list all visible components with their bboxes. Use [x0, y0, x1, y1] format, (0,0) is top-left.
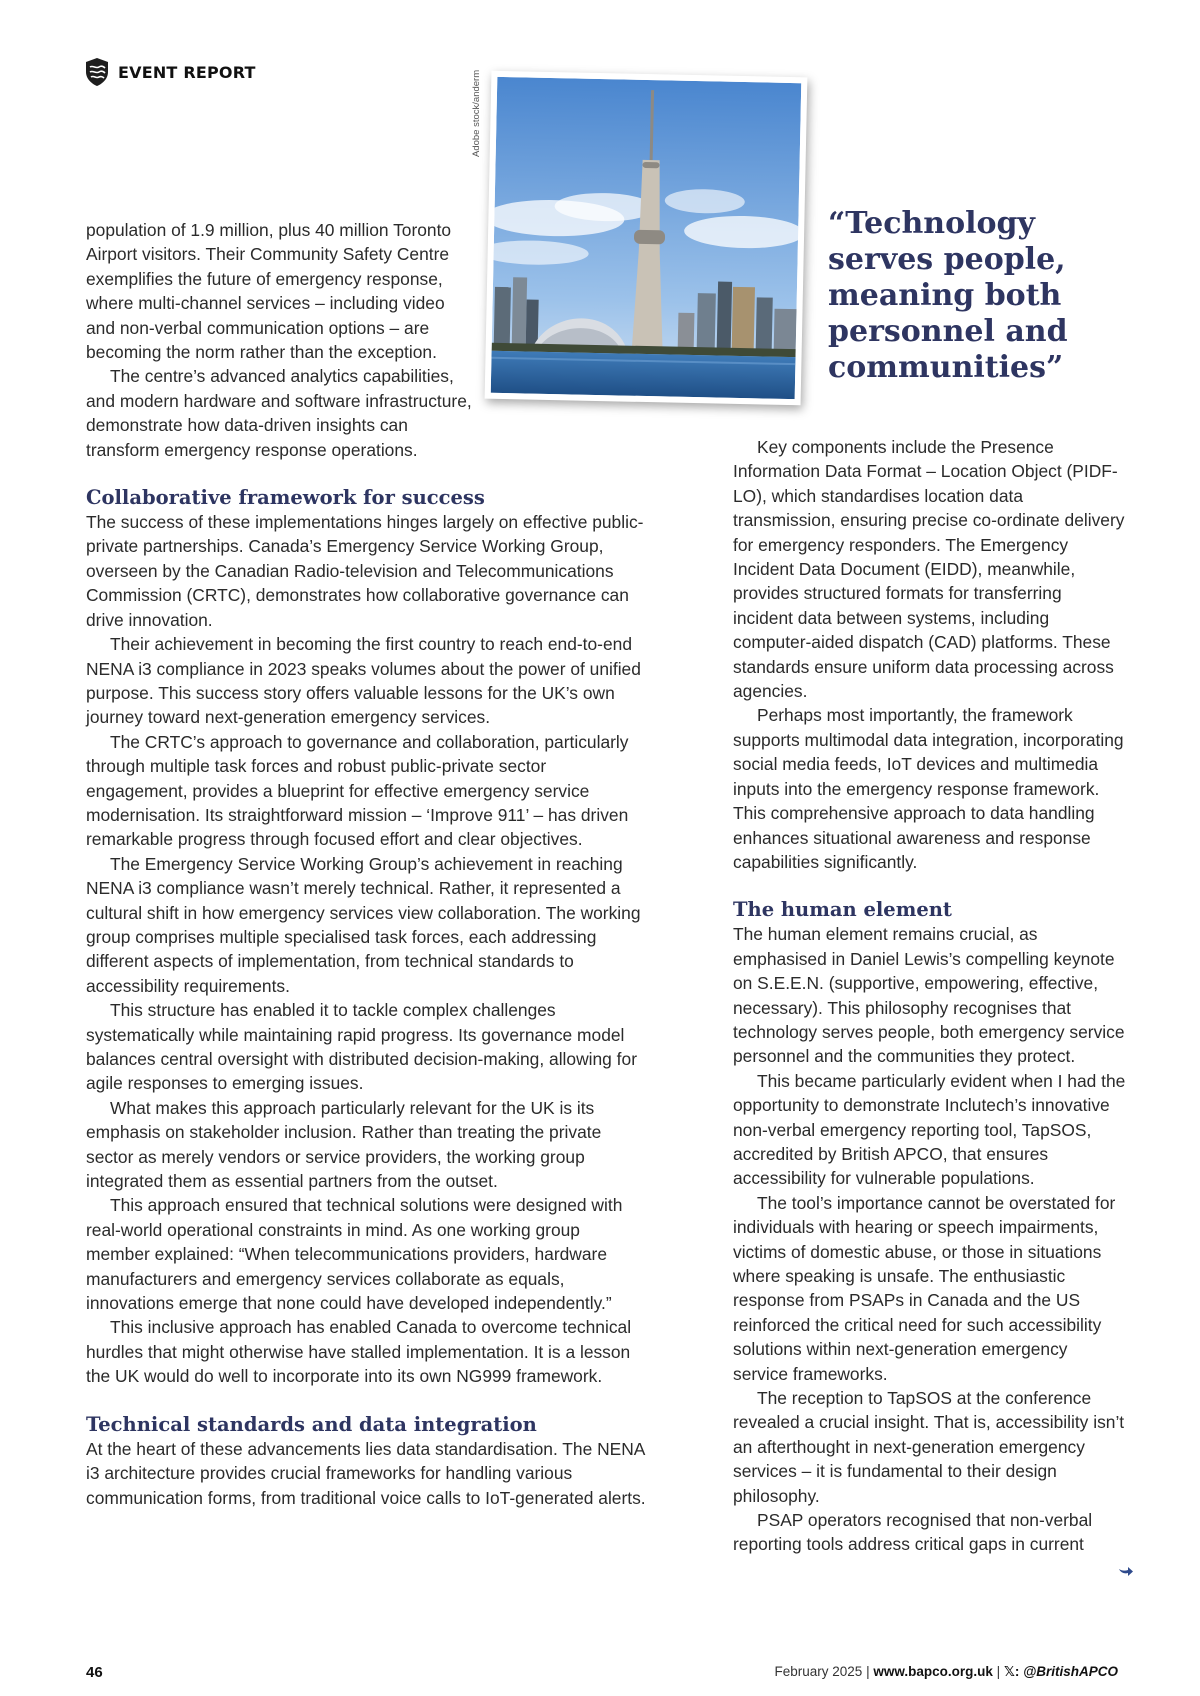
footer-info [775, 1664, 1118, 1680]
separator: | [866, 1664, 870, 1679]
paragraph: The tool’s importance cannot be overstated for individuals with hearing or speech impairments, victims of domestic abuse, or those in situations where speaking is unsafe. The enthusiastic response from PSAPs in Canada and the US reinforced the critical need for such accessibility solutions within next-generation emergency service frameworks. [733, 1192, 1116, 1384]
page-number: 46 [86, 1664, 103, 1681]
separator: | [996, 1664, 1001, 1679]
paragraph: The reception to TapSOS at the conference revealed a crucial insight. That is, accessibility isn’t an afterthought in next-generation emergency services – it is fundamental to their design philosophy. [733, 1388, 1125, 1506]
paragraph: The CRTC’s approach to governance and collaboration, particularly through multiple task forces and robust public-private sector engagement, provides a blueprint for effective emergency service modernisation. Its straightforward mission – ‘Improve 911’ – has driven remarkable progress through focused effort and clear objectives. [86, 731, 629, 850]
paragraph: The human element remains crucial, as emphasised in Daniel Lewis’s compelling keynote on S.E.E.N. (supportive, empowering, effective, necessary). This philosophy recognises that technology serves people, both emergency service personnel and the communities they protect. [733, 924, 1125, 1067]
section-label: EVENT REPORT [118, 62, 256, 82]
paragraph: At the heart of these advancements lies data standardisation. The NENA i3 architecture provides crucial frameworks for handling various communication forms, from traditional voice calls to IoT-generated alerts. [86, 1438, 646, 1508]
section-heading: The human element [733, 898, 952, 922]
pull-quote-line: serves people, [828, 242, 1066, 277]
paragraph: This inclusive approach has enabled Canada to overcome technical hurdles that might otherwise have stalled implementation. It is a lesson the UK would do well to incorporate into its own NG999 framework. [86, 1317, 632, 1387]
continued-arrow-icon [1118, 1566, 1134, 1578]
paragraph: The success of these implementations hinges largely on effective public-private partnerships. Canada’s Emergency Service Working Group, overseen by the Canadian Radio-television and Telecommunications Commission (CRTC), demonstrates how collaborative governance can drive innovation. [86, 512, 644, 630]
paragraph: This became particularly evident when I had the opportunity to demonstrate Inclutech’s innovative non-verbal emergency reporting tool, TapSOS, accredited by British APCO, that ensures accessibility for vulnerable populations. [733, 1070, 1126, 1189]
intro-block [86, 218, 474, 462]
paragraph: Their achievement in becoming the first country to reach end-to-end NENA i3 compliance in 2023 speaks volumes about the power of unified purpose. This success story offers valuable lessons for the UK’s own journey toward next-generation emergency services. [86, 634, 641, 728]
paragraph: What makes this approach particularly relevant for the UK is its emphasis on stakeholder inclusion. Rather than treating the private sector as merely vendors or service providers, the working group integrated them as essential partners from the outset. [86, 1097, 602, 1192]
paragraph: Perhaps most importantly, the framework supports multimodal data integration, incorporating social media feeds, IoT devices and multimedia inputs into the emergency response framework. This comprehensive approach to data handling enhances situational awareness and response capabilities significantly. [733, 705, 1124, 872]
paragraph: This structure has enabled it to tackle complex challenges systematically while maintaining rapid progress. Its governance model balances central oversight with distributed decision-making, allowing for agile responses to emerging issues. [86, 1000, 637, 1094]
photo-credit: Adobe stock/anderm [471, 70, 482, 158]
shield-logo-icon [84, 57, 110, 87]
pull-quote [828, 206, 1148, 386]
paragraph: Key components include the Presence Information Data Format – Location Object (PIDF-LO), which standardises location data transmission, ensuring precise co-ordinate delivery for emergency responders. The Emergency Incident Data Document (EIDD), meanwhile, provides structured formats for transferring incident data between systems, including computer-aided dispatch (CAD) platforms. These standards ensure uniform data processing across agencies. [733, 437, 1125, 702]
pull-quote-line: communities” [828, 350, 1064, 385]
section-heading: Collaborative framework for success [86, 486, 485, 510]
issue-date: February 2025 [774, 1664, 863, 1679]
x-icon: 𝕏: [1003, 1664, 1020, 1679]
pull-quote-line: “Technology [828, 206, 1035, 241]
pull-quote-line: meaning both [828, 278, 1062, 313]
social-handle[interactable]: @BritishAPCO [1023, 1664, 1118, 1679]
paragraph: population of 1.9 million, plus 40 million Toronto Airport visitors. Their Community Safety Centre exemplifies the future of emergency response, where multi-channel services – including video and non-verbal communication options – are becoming the norm rather than the exception. [86, 220, 452, 363]
pull-quote-line: personnel and [828, 314, 1068, 349]
page-header [84, 56, 256, 88]
paragraph: The centre’s advanced analytics capabilities, and modern hardware and software infrastructure, demonstrate how data-driven insights can transform emergency response operations. [86, 366, 472, 460]
website-link[interactable]: www.bapco.org.uk [873, 1664, 993, 1679]
right-column [733, 435, 1126, 1557]
paragraph: The Emergency Service Working Group’s achievement in reaching NENA i3 compliance wasn’t merely technical. Rather, it represented a cultural shift in how emergency services view collaboration. The working group comprises multiple specialised task forces, each addressing different aspects of implementation, from technical standards to accessibility requirements. [86, 853, 641, 996]
paragraph: PSAP operators recognised that non-verbal reporting tools address critical gaps in current [733, 1510, 1093, 1555]
section-heading: Technical standards and data integration [86, 1412, 537, 1436]
left-column [86, 218, 646, 1510]
paragraph: This approach ensured that technical solutions were designed with real-world operational constraints in mind. As one working group member explained: “When telecommunications providers, hardware manufacturers and emergency services collaborate as equals, innovations emerge that none could have developed independently.” [86, 1195, 623, 1314]
